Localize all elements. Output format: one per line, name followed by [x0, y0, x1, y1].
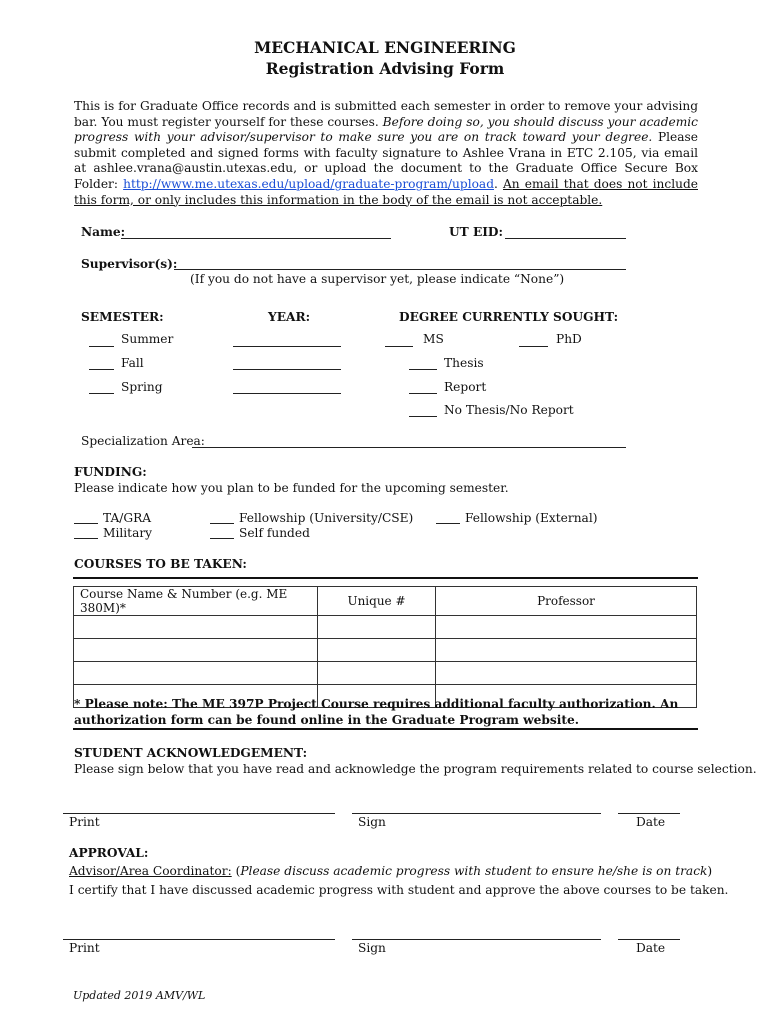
- semester-label: SEMESTER:: [81, 310, 164, 324]
- coordinator-paren-open: (: [231, 864, 241, 878]
- spring-checkbox[interactable]: [89, 393, 114, 394]
- ack-print-field[interactable]: [63, 813, 335, 814]
- unique-cell[interactable]: [318, 662, 436, 685]
- acknowledgement-heading: STUDENT ACKNOWLEDGEMENT:: [74, 746, 308, 760]
- professor-cell[interactable]: [436, 639, 697, 662]
- specialization-label: Specialization Area:: [81, 434, 205, 448]
- coordinator-line: [69, 864, 712, 878]
- approval-date-label: Date: [636, 941, 666, 955]
- military-checkbox[interactable]: [74, 538, 98, 539]
- ack-sign-label: Sign: [358, 815, 386, 829]
- note-divider: [73, 728, 698, 730]
- intro-underlined-text: An email that does not include this form, or only includes this information in the body of the email is not acceptable.: [74, 176, 698, 207]
- fellowship-univ-checkbox[interactable]: [210, 523, 234, 524]
- self-funded-label: Self funded: [239, 526, 310, 540]
- military-label: Military: [103, 526, 153, 540]
- fall-label: Fall: [121, 356, 144, 370]
- form-title: MECHANICAL ENGINEERING: [254, 38, 516, 57]
- courses-divider: [73, 577, 698, 579]
- course-name-cell[interactable]: [74, 616, 318, 639]
- approval-heading: APPROVAL:: [69, 846, 149, 860]
- column-professor: Professor: [436, 587, 697, 616]
- unique-cell[interactable]: [318, 639, 436, 662]
- courses-heading: COURSES TO BE TAKEN:: [74, 557, 247, 571]
- footer-updated: Updated 2019 AMV/WL: [73, 989, 206, 1002]
- spring-label: Spring: [121, 380, 163, 394]
- fellowship-ext-label: Fellowship (External): [465, 511, 598, 525]
- course-name-cell[interactable]: [74, 662, 318, 685]
- approval-sign-label: Sign: [358, 941, 386, 955]
- table-row: [74, 639, 697, 662]
- no-thesis-checkbox[interactable]: [409, 416, 437, 417]
- funding-heading: FUNDING:: [74, 465, 147, 479]
- ack-date-label: Date: [636, 815, 666, 829]
- fall-year-field[interactable]: [233, 369, 341, 370]
- name-label: Name:: [81, 225, 126, 239]
- phd-checkbox[interactable]: [519, 346, 548, 347]
- ack-sign-field[interactable]: [352, 813, 601, 814]
- acknowledgement-text: Please sign below that you have read and acknowledge the program requirements related to course selection.: [74, 762, 757, 776]
- fellowship-ext-checkbox[interactable]: [436, 523, 460, 524]
- courses-table-header: [74, 587, 697, 616]
- funding-instruction: Please indicate how you plan to be funded for the upcoming semester.: [74, 481, 509, 495]
- coordinator-label: Advisor/Area Coordinator:: [69, 864, 232, 878]
- name-field[interactable]: [121, 238, 391, 239]
- courses-table: [73, 586, 697, 708]
- coordinator-note: Please discuss academic progress with student to ensure he/she is on track: [240, 864, 708, 878]
- professor-cell[interactable]: [436, 616, 697, 639]
- eid-field[interactable]: [505, 238, 626, 239]
- column-course-name: Course Name & Number (e.g. ME 380M)*: [74, 587, 318, 616]
- approval-date-field[interactable]: [618, 939, 680, 940]
- table-row: [74, 662, 697, 685]
- form-subtitle: Registration Advising Form: [265, 59, 505, 78]
- fellowship-univ-label: Fellowship (University/CSE): [239, 511, 414, 525]
- approval-sign-field[interactable]: [352, 939, 601, 940]
- ack-print-label: Print: [69, 815, 100, 829]
- intro-italic-text: Before doing so, you should discuss your academic progress with your advisor/supervisor to make sure you are on track toward your degree.: [74, 114, 698, 145]
- intro-text-2: Please submit completed and signed forms with faculty signature to Ashlee Vrana in ETC 2.105, via email at ashlee.vrana@austin.utexas.edu, or upload the document to the Graduate Office Secure Box Folder:: [74, 130, 698, 191]
- no-thesis-label: No Thesis/No Report: [444, 403, 574, 417]
- supervisor-hint: (If you do not have a supervisor yet, please indicate “None”): [190, 272, 565, 286]
- certify-text: I certify that I have discussed academic progress with student and approve the above courses to be taken.: [69, 883, 729, 897]
- thesis-checkbox[interactable]: [409, 369, 437, 370]
- degree-label: DEGREE CURRENTLY SOUGHT:: [399, 310, 619, 324]
- course-note: * Please note: The ME 397P Project Course requires additional faculty authorization. An authorization form can be found online in the Graduate Program website.: [74, 697, 679, 727]
- unique-cell[interactable]: [318, 616, 436, 639]
- ack-date-field[interactable]: [618, 813, 680, 814]
- intro-text-1: This is for Graduate Office records and is submitted each semester in order to remove your advising bar. You must register yourself for these courses.: [74, 99, 698, 129]
- intro-paragraph: [74, 99, 698, 208]
- table-row: [74, 616, 697, 639]
- ta-gra-label: TA/GRA: [103, 511, 152, 525]
- eid-label: UT EID:: [449, 225, 503, 239]
- summer-year-field[interactable]: [233, 346, 341, 347]
- ms-checkbox[interactable]: [385, 346, 413, 347]
- professor-cell[interactable]: [436, 662, 697, 685]
- approval-print-field[interactable]: [63, 939, 335, 940]
- coordinator-paren-close: ): [707, 864, 713, 878]
- report-label: Report: [444, 380, 487, 394]
- ta-gra-checkbox[interactable]: [74, 523, 98, 524]
- supervisor-label: Supervisor(s):: [81, 257, 178, 271]
- specialization-field[interactable]: [192, 447, 626, 448]
- summer-checkbox[interactable]: [89, 346, 114, 347]
- thesis-label: Thesis: [444, 356, 484, 370]
- summer-label: Summer: [121, 332, 174, 346]
- fall-checkbox[interactable]: [89, 369, 114, 370]
- spring-year-field[interactable]: [233, 393, 341, 394]
- column-unique: Unique #: [318, 587, 436, 616]
- intro-text-3: .: [494, 176, 503, 191]
- approval-print-label: Print: [69, 941, 100, 955]
- year-label: YEAR:: [268, 310, 311, 324]
- self-funded-checkbox[interactable]: [210, 538, 234, 539]
- course-name-cell[interactable]: [74, 639, 318, 662]
- supervisor-field[interactable]: [174, 269, 626, 270]
- upload-link[interactable]: http://www.me.utexas.edu/upload/graduate-program/upload: [123, 176, 494, 191]
- report-checkbox[interactable]: [409, 393, 437, 394]
- phd-label: PhD: [556, 332, 582, 346]
- ms-label: MS: [423, 332, 444, 346]
